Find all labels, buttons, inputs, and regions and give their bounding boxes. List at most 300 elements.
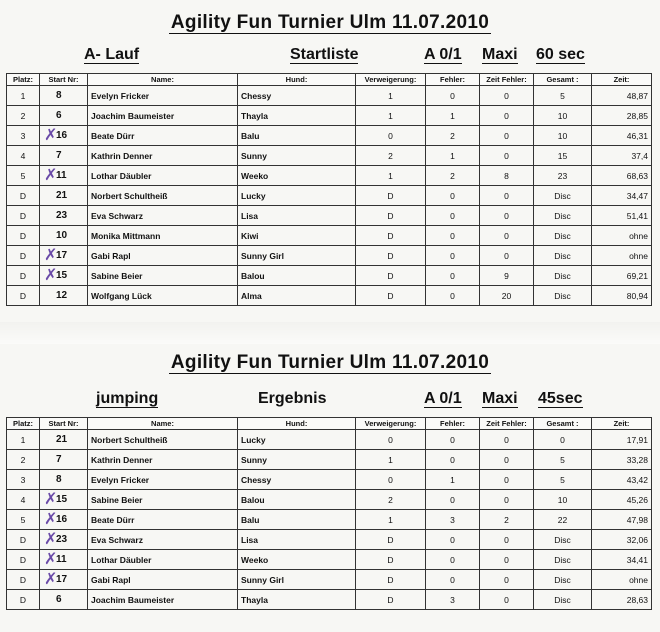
cell-verweigerung bbox=[356, 430, 426, 450]
cell-start-nr bbox=[40, 590, 88, 610]
cell-platz bbox=[7, 530, 40, 550]
cell-zeit bbox=[592, 266, 652, 286]
cell-zeit-fehler bbox=[480, 430, 534, 450]
cell-value: 0 bbox=[504, 574, 509, 585]
cell-value: Kiwi bbox=[241, 230, 259, 241]
cell-verweigerung bbox=[356, 246, 426, 266]
cell-platz bbox=[7, 146, 40, 166]
cell-value: ohne bbox=[629, 574, 648, 585]
cell-name bbox=[88, 550, 238, 570]
cell-value: D bbox=[387, 594, 394, 605]
column-header-start-nr: Start Nr: bbox=[40, 418, 88, 430]
cell-value: 4 bbox=[20, 494, 26, 505]
cell-value: 68,63 bbox=[626, 170, 648, 181]
cell-start-nr bbox=[40, 510, 88, 530]
cell-value: Sabine Beier bbox=[91, 270, 143, 281]
cell-zeit-fehler bbox=[480, 530, 534, 550]
cell-hund bbox=[238, 570, 356, 590]
cell-verweigerung bbox=[356, 86, 426, 106]
table-row bbox=[7, 246, 652, 266]
cell-zeit-fehler bbox=[480, 470, 534, 490]
cell-zeit-fehler bbox=[480, 246, 534, 266]
handwritten-check-mark: ✗ bbox=[44, 165, 58, 184]
cell-value: Wolfgang Lück bbox=[91, 290, 152, 301]
cell-fehler bbox=[426, 490, 480, 510]
cell-value: 7 bbox=[56, 150, 62, 161]
table-row bbox=[7, 106, 652, 126]
cell-value: ohne bbox=[629, 230, 648, 241]
cell-fehler bbox=[426, 246, 480, 266]
cell-value: Disc bbox=[554, 230, 571, 241]
column-header-fehler: Fehler: bbox=[426, 418, 480, 430]
cell-value: D bbox=[19, 270, 27, 281]
column-header-zeit: Zeit: bbox=[592, 74, 652, 86]
cell-value: D bbox=[19, 594, 27, 605]
cell-value: D bbox=[387, 574, 394, 585]
table-row bbox=[7, 266, 652, 286]
cell-fehler bbox=[426, 430, 480, 450]
cell-value: D bbox=[387, 554, 394, 565]
cell-value: 1 bbox=[388, 90, 393, 101]
table-row bbox=[7, 86, 652, 106]
cell-value: 2 bbox=[20, 454, 26, 465]
cell-hund bbox=[238, 166, 356, 186]
cell-gesamt bbox=[534, 550, 592, 570]
cell-start-nr bbox=[40, 246, 88, 266]
table-row bbox=[7, 146, 652, 166]
cell-value: Norbert Schultheiß bbox=[91, 190, 168, 201]
table-row bbox=[7, 490, 652, 510]
cell-value: 0 bbox=[450, 574, 455, 585]
cell-start-nr bbox=[40, 530, 88, 550]
cell-fehler bbox=[426, 146, 480, 166]
cell-zeit-fehler bbox=[480, 206, 534, 226]
cell-value: Gabi Rapl bbox=[91, 574, 131, 585]
cell-value: 0 bbox=[504, 150, 509, 161]
cell-value: 12 bbox=[56, 290, 68, 301]
handwritten-check-mark: ✗ bbox=[44, 529, 58, 548]
cell-zeit bbox=[592, 490, 652, 510]
cell-value: D bbox=[19, 190, 27, 201]
cell-value: 2 bbox=[20, 110, 26, 121]
cell-value: 0 bbox=[504, 434, 509, 445]
time-limit-label: 60 sec bbox=[536, 46, 585, 63]
cell-value: 6 bbox=[56, 594, 62, 605]
cell-verweigerung bbox=[356, 530, 426, 550]
table-row bbox=[7, 430, 652, 450]
cell-value: Lisa bbox=[241, 210, 259, 221]
cell-value: 2 bbox=[388, 150, 393, 161]
cell-value: Lucky bbox=[241, 190, 266, 201]
cell-value: D bbox=[387, 270, 394, 281]
cell-value: Disc bbox=[554, 574, 571, 585]
cell-platz bbox=[7, 490, 40, 510]
cell-start-nr bbox=[40, 186, 88, 206]
cell-value: 45,26 bbox=[626, 494, 648, 505]
cell-start-nr bbox=[40, 146, 88, 166]
cell-hund bbox=[238, 106, 356, 126]
cell-hund bbox=[238, 286, 356, 306]
cell-verweigerung bbox=[356, 186, 426, 206]
cell-value: 0 bbox=[388, 130, 393, 141]
cell-value: 17 bbox=[56, 250, 68, 261]
cell-verweigerung bbox=[356, 470, 426, 490]
cell-platz bbox=[7, 186, 40, 206]
results-table bbox=[6, 417, 652, 610]
cell-value: 8 bbox=[504, 170, 509, 181]
cell-zeit-fehler bbox=[480, 590, 534, 610]
cell-zeit-fehler bbox=[480, 226, 534, 246]
cell-platz bbox=[7, 570, 40, 590]
cell-value: 10 bbox=[56, 230, 68, 241]
column-header-platz: Platz: bbox=[7, 74, 40, 86]
handwritten-check-mark: ✗ bbox=[44, 549, 58, 568]
cell-value: 10 bbox=[557, 110, 568, 121]
cell-start-nr bbox=[40, 430, 88, 450]
cell-value: Thayla bbox=[241, 594, 268, 605]
cell-zeit bbox=[592, 146, 652, 166]
cell-value: 2 bbox=[388, 494, 393, 505]
cell-value: Disc bbox=[554, 270, 571, 281]
column-header-name: Name: bbox=[88, 418, 238, 430]
column-header-gesamt: Gesamt : bbox=[534, 418, 592, 430]
cell-value: 28,85 bbox=[626, 110, 648, 121]
cell-value: Alma bbox=[241, 290, 262, 301]
cell-name bbox=[88, 246, 238, 266]
cell-verweigerung bbox=[356, 166, 426, 186]
cell-value: Evelyn Fricker bbox=[91, 90, 150, 101]
cell-verweigerung bbox=[356, 226, 426, 246]
cell-value: D bbox=[387, 230, 394, 241]
cell-zeit bbox=[592, 550, 652, 570]
cell-value: 0 bbox=[504, 210, 509, 221]
list-type-label: Ergebnis bbox=[258, 390, 327, 407]
handwritten-check-mark: ✗ bbox=[44, 245, 58, 264]
cell-platz bbox=[7, 510, 40, 530]
cell-name bbox=[88, 266, 238, 286]
cell-value: D bbox=[387, 250, 394, 261]
cell-verweigerung bbox=[356, 550, 426, 570]
table-row bbox=[7, 450, 652, 470]
cell-value: 47,98 bbox=[626, 514, 648, 525]
cell-value: Sunny bbox=[241, 150, 267, 161]
cell-value: Gabi Rapl bbox=[91, 250, 131, 261]
cell-zeit bbox=[592, 226, 652, 246]
cell-gesamt bbox=[534, 206, 592, 226]
cell-hund bbox=[238, 590, 356, 610]
cell-name bbox=[88, 570, 238, 590]
cell-value: 46,31 bbox=[626, 130, 648, 141]
cell-value: 22 bbox=[557, 514, 568, 525]
cell-start-nr bbox=[40, 266, 88, 286]
cell-value: 0 bbox=[450, 454, 455, 465]
cell-value: 0 bbox=[450, 434, 455, 445]
size-label: Maxi bbox=[482, 46, 518, 63]
cell-value: 7 bbox=[56, 454, 62, 465]
cell-zeit bbox=[592, 530, 652, 550]
cell-name bbox=[88, 226, 238, 246]
cell-value: Disc bbox=[554, 250, 571, 261]
table-row bbox=[7, 126, 652, 146]
cell-hund bbox=[238, 510, 356, 530]
cell-gesamt bbox=[534, 166, 592, 186]
cell-name bbox=[88, 186, 238, 206]
cell-value: 8 bbox=[56, 474, 62, 485]
cell-gesamt bbox=[534, 106, 592, 126]
cell-value: 23 bbox=[557, 170, 568, 181]
cell-start-nr bbox=[40, 570, 88, 590]
cell-value: 0 bbox=[450, 210, 455, 221]
cell-value: Sunny Girl bbox=[241, 250, 284, 261]
cell-hund bbox=[238, 206, 356, 226]
cell-value: Balou bbox=[241, 270, 265, 281]
cell-value: 10 bbox=[557, 130, 568, 141]
cell-gesamt bbox=[534, 590, 592, 610]
lauf-label: jumping bbox=[96, 390, 159, 407]
cell-zeit bbox=[592, 106, 652, 126]
cell-value: Lisa bbox=[241, 534, 259, 545]
cell-value: 0 bbox=[504, 230, 509, 241]
cell-gesamt bbox=[534, 126, 592, 146]
cell-value: 34,41 bbox=[626, 554, 648, 565]
cell-verweigerung bbox=[356, 146, 426, 166]
cell-value: Lothar Däubler bbox=[91, 554, 152, 565]
size-label: Maxi bbox=[482, 390, 518, 407]
cell-platz bbox=[7, 226, 40, 246]
cell-value: Sunny Girl bbox=[241, 574, 284, 585]
cell-name bbox=[88, 206, 238, 226]
cell-value: 3 bbox=[20, 474, 26, 485]
cell-platz bbox=[7, 470, 40, 490]
cell-name bbox=[88, 490, 238, 510]
cell-zeit-fehler bbox=[480, 126, 534, 146]
cell-gesamt bbox=[534, 450, 592, 470]
cell-name bbox=[88, 126, 238, 146]
cell-value: 2 bbox=[504, 514, 509, 525]
sheet-separator bbox=[0, 322, 660, 344]
table-row bbox=[7, 530, 652, 550]
cell-value: 0 bbox=[450, 190, 455, 201]
cell-gesamt bbox=[534, 86, 592, 106]
cell-value: Disc bbox=[554, 534, 571, 545]
cell-value: 1 bbox=[20, 434, 26, 445]
cell-gesamt bbox=[534, 266, 592, 286]
cell-value: 2 bbox=[450, 130, 455, 141]
cell-fehler bbox=[426, 530, 480, 550]
cell-hund bbox=[238, 146, 356, 166]
cell-platz bbox=[7, 166, 40, 186]
cell-value: 3 bbox=[450, 594, 455, 605]
handwritten-check-mark: ✗ bbox=[44, 265, 58, 284]
cell-value: 69,21 bbox=[626, 270, 648, 281]
cell-fehler bbox=[426, 590, 480, 610]
cell-value: 8 bbox=[56, 90, 62, 101]
cell-zeit-fehler bbox=[480, 286, 534, 306]
cell-value: Kathrin Denner bbox=[91, 150, 153, 161]
cell-name bbox=[88, 106, 238, 126]
cell-value: 1 bbox=[450, 150, 455, 161]
cell-value: 34,47 bbox=[626, 190, 648, 201]
cell-value: 5 bbox=[560, 474, 565, 485]
table-row bbox=[7, 226, 652, 246]
cell-value: Disc bbox=[554, 554, 571, 565]
cell-value: ohne bbox=[629, 250, 648, 261]
cell-value: Disc bbox=[554, 594, 571, 605]
cell-value: 16 bbox=[56, 130, 68, 141]
cell-value: D bbox=[19, 210, 27, 221]
cell-fehler bbox=[426, 186, 480, 206]
cell-value: 15 bbox=[56, 270, 68, 281]
cell-zeit-fehler bbox=[480, 186, 534, 206]
cell-gesamt bbox=[534, 226, 592, 246]
cell-value: D bbox=[19, 534, 27, 545]
cell-platz bbox=[7, 450, 40, 470]
column-header-start-nr: Start Nr: bbox=[40, 74, 88, 86]
cell-start-nr bbox=[40, 206, 88, 226]
cell-name bbox=[88, 166, 238, 186]
cell-value: 1 bbox=[388, 454, 393, 465]
cell-fehler bbox=[426, 166, 480, 186]
cell-gesamt bbox=[534, 186, 592, 206]
cell-value: 0 bbox=[504, 594, 509, 605]
cell-name bbox=[88, 286, 238, 306]
cell-gesamt bbox=[534, 430, 592, 450]
cell-value: Kathrin Denner bbox=[91, 454, 153, 465]
cell-zeit bbox=[592, 590, 652, 610]
cell-hund bbox=[238, 86, 356, 106]
cell-value: 0 bbox=[450, 250, 455, 261]
cell-value: D bbox=[387, 210, 394, 221]
cell-gesamt bbox=[534, 246, 592, 266]
cell-gesamt bbox=[534, 510, 592, 530]
cell-zeit-fehler bbox=[480, 166, 534, 186]
column-header-hund: Hund: bbox=[238, 74, 356, 86]
sheet-title: Agility Fun Turnier Ulm 11.07.2010 bbox=[170, 12, 490, 33]
cell-platz bbox=[7, 430, 40, 450]
cell-verweigerung bbox=[356, 570, 426, 590]
cell-zeit-fehler bbox=[480, 106, 534, 126]
cell-value: Thayla bbox=[241, 110, 268, 121]
cell-hund bbox=[238, 266, 356, 286]
cell-start-nr bbox=[40, 550, 88, 570]
cell-value: 9 bbox=[504, 270, 509, 281]
table-row bbox=[7, 570, 652, 590]
cell-value: 23 bbox=[56, 534, 68, 545]
cell-value: Joachim Baumeister bbox=[91, 110, 175, 121]
cell-value: 1 bbox=[20, 90, 26, 101]
cell-fehler bbox=[426, 550, 480, 570]
cell-zeit bbox=[592, 450, 652, 470]
cell-fehler bbox=[426, 226, 480, 246]
cell-platz bbox=[7, 266, 40, 286]
cell-platz bbox=[7, 590, 40, 610]
handwritten-check-mark: ✗ bbox=[44, 125, 58, 144]
cell-zeit bbox=[592, 86, 652, 106]
cell-platz bbox=[7, 106, 40, 126]
cell-value: 0 bbox=[388, 474, 393, 485]
cell-value: 0 bbox=[450, 494, 455, 505]
cell-value: Weeko bbox=[241, 170, 269, 181]
cell-value: 37,4 bbox=[631, 150, 648, 161]
cell-verweigerung bbox=[356, 490, 426, 510]
cell-value: 28,63 bbox=[626, 594, 648, 605]
cell-fehler bbox=[426, 510, 480, 530]
cell-value: 0 bbox=[504, 250, 509, 261]
cell-value: 23 bbox=[56, 210, 68, 221]
cell-value: 0 bbox=[450, 230, 455, 241]
cell-value: 0 bbox=[450, 290, 455, 301]
cell-value: 51,41 bbox=[626, 210, 648, 221]
cell-value: 1 bbox=[388, 170, 393, 181]
cell-name bbox=[88, 450, 238, 470]
cell-value: D bbox=[19, 554, 27, 565]
cell-fehler bbox=[426, 126, 480, 146]
cell-hund bbox=[238, 490, 356, 510]
cell-verweigerung bbox=[356, 106, 426, 126]
cell-value: D bbox=[387, 190, 394, 201]
cell-value: Beate Dürr bbox=[91, 130, 135, 141]
results-table bbox=[6, 73, 652, 306]
cell-verweigerung bbox=[356, 450, 426, 470]
cell-zeit bbox=[592, 510, 652, 530]
cell-value: Sunny bbox=[241, 454, 267, 465]
cell-fehler bbox=[426, 206, 480, 226]
column-header-platz: Platz: bbox=[7, 418, 40, 430]
cell-value: D bbox=[19, 290, 27, 301]
cell-gesamt bbox=[534, 490, 592, 510]
cell-value: Disc bbox=[554, 190, 571, 201]
cell-gesamt bbox=[534, 530, 592, 550]
ergebnis-sheet bbox=[0, 344, 660, 632]
cell-verweigerung bbox=[356, 510, 426, 530]
cell-value: 0 bbox=[504, 474, 509, 485]
cell-gesamt bbox=[534, 570, 592, 590]
cell-value: Disc bbox=[554, 210, 571, 221]
cell-hund bbox=[238, 246, 356, 266]
cell-zeit bbox=[592, 206, 652, 226]
cell-verweigerung bbox=[356, 590, 426, 610]
cell-platz bbox=[7, 246, 40, 266]
list-type-label: Startliste bbox=[290, 46, 359, 63]
handwritten-check-mark: ✗ bbox=[44, 569, 58, 588]
cell-value: 16 bbox=[56, 514, 68, 525]
cell-zeit-fehler bbox=[480, 510, 534, 530]
cell-value: 80,94 bbox=[626, 290, 648, 301]
cell-zeit bbox=[592, 166, 652, 186]
cell-name bbox=[88, 470, 238, 490]
cell-fehler bbox=[426, 470, 480, 490]
column-header-hund: Hund: bbox=[238, 418, 356, 430]
class-label: A 0/1 bbox=[424, 46, 462, 63]
cell-value: 17 bbox=[56, 574, 68, 585]
cell-value: 21 bbox=[56, 434, 68, 445]
cell-hund bbox=[238, 530, 356, 550]
cell-zeit-fehler bbox=[480, 570, 534, 590]
cell-hund bbox=[238, 226, 356, 246]
cell-value: Balu bbox=[241, 130, 260, 141]
cell-value: 15 bbox=[56, 494, 68, 505]
cell-value: D bbox=[19, 230, 27, 241]
cell-value: Balu bbox=[241, 514, 260, 525]
cell-value: 1 bbox=[450, 474, 455, 485]
cell-value: D bbox=[19, 574, 27, 585]
cell-value: Disc bbox=[554, 290, 571, 301]
cell-value: Chessy bbox=[241, 90, 272, 101]
handwritten-check-mark: ✗ bbox=[44, 509, 58, 528]
column-header-fehler: Fehler: bbox=[426, 74, 480, 86]
cell-start-nr bbox=[40, 106, 88, 126]
cell-hund bbox=[238, 550, 356, 570]
